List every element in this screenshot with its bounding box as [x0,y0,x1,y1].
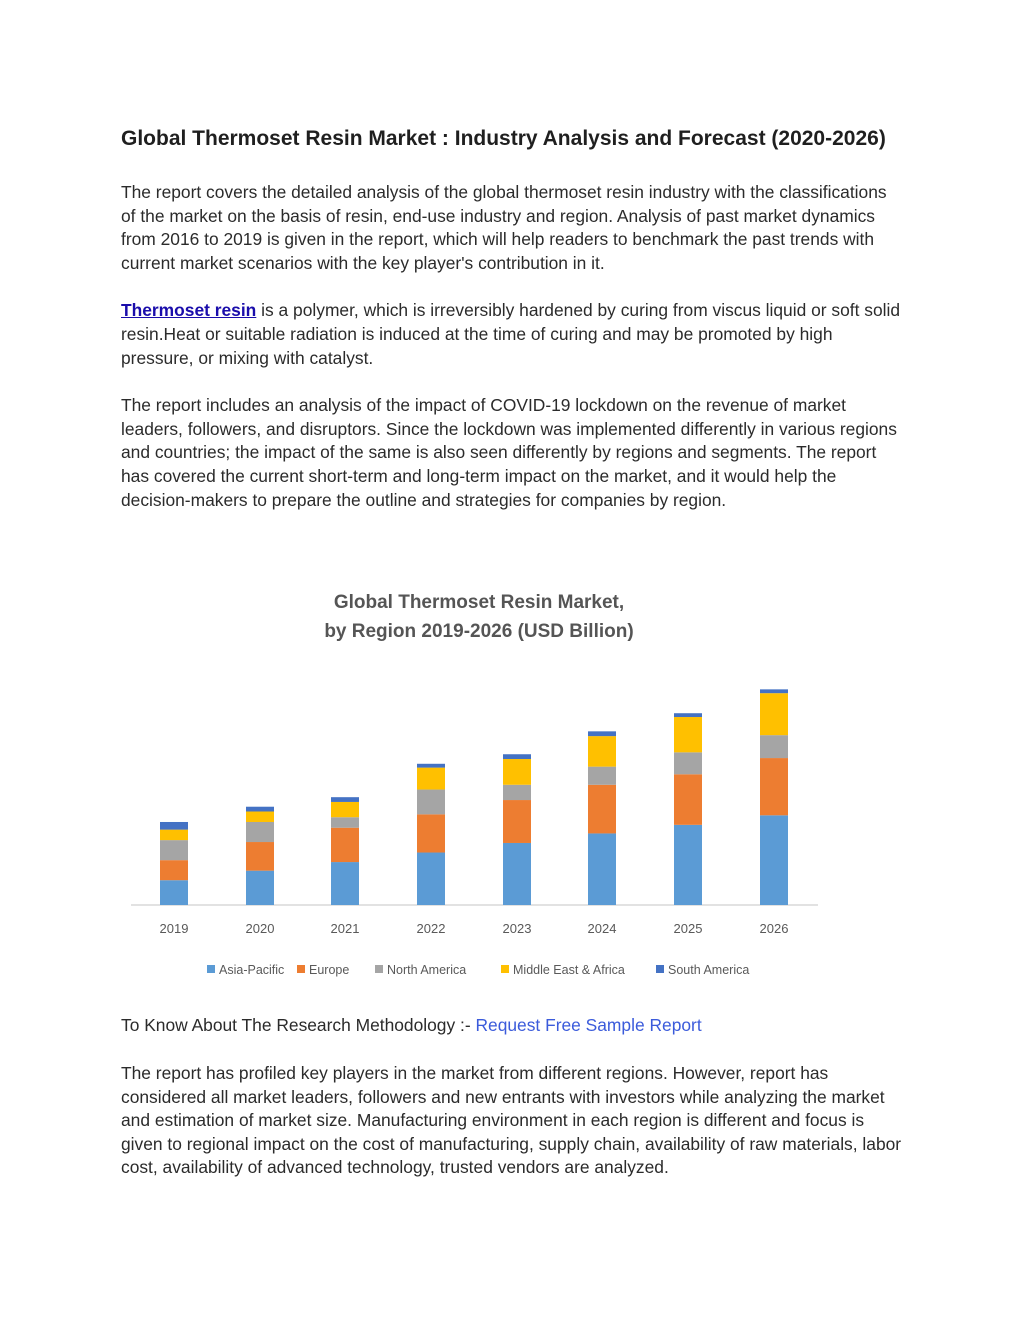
methodology-line [121,1014,905,1038]
legend-label: Europe [309,963,350,977]
bar-segment-2026-0 [760,815,788,905]
bar-segment-2020-1 [246,842,274,871]
bar-segment-2023-2 [503,785,531,800]
chart-title-line2: by Region 2019-2026 (USD Billion) [324,621,634,642]
bar-segment-2025-1 [674,774,702,825]
x-tick-labels [160,921,789,936]
bar-segment-2019-1 [160,860,188,880]
legend-label: South America [668,963,750,977]
legend-swatch [501,965,509,973]
legend-label: Asia-Pacific [219,963,285,977]
x-tick-label: 2026 [759,921,789,936]
bar-segment-2021-0 [331,862,359,905]
document-body [121,125,905,512]
bar-segment-2022-0 [417,853,445,905]
bar-segment-2026-2 [760,735,788,758]
methodology-prefix: To Know About The Research Methodology :- [121,1015,476,1035]
bar-segment-2021-4 [331,797,359,802]
bar-segment-2023-1 [503,800,531,843]
bar-segment-2025-4 [674,713,702,717]
legend-label: North America [387,963,467,977]
bar-segment-2020-3 [246,811,274,821]
bar-segment-2022-1 [417,814,445,852]
bars-group [160,689,788,905]
bar-segment-2022-4 [417,764,445,768]
chart-title-line1: Global Thermoset Resin Market, [333,592,625,613]
closing-paragraph-block [121,1062,905,1180]
page-title: Global Thermoset Resin Market : Industry Analysis and Forecast (2020-2026) [121,127,886,150]
legend-swatch [207,965,215,973]
legend-swatch [297,965,305,973]
bar-segment-2021-2 [331,817,359,827]
covid-paragraph: The report includes an analysis of the impact of COVID-19 lockdown on the revenue of market leaders, followers, and disruptors. Since the lockdown was implemented differently in various regions and countries; the impact of the same is also seen differently by regions and segments. The report has covered the current short-term and long-term impact on the market, and it would help the decision-makers to prepare the outline and strategies for companies by region. [121,395,897,510]
key-players-paragraph: The report has profiled key players in the market from different regions. However, report has considered all market leaders, followers and new entrants with investors while analyzing the market and estimation of market size. Manufacturing environment in each region is different and focus is given to regional impact on the cost of manufacturing, supply chain, availability of raw materials, labor cost, availability of advanced technology, trusted vendors are analyzed. [121,1063,902,1178]
bar-segment-2021-3 [331,802,359,817]
chart-legend [207,963,749,977]
bar-segment-2020-0 [246,871,274,905]
x-tick-label: 2024 [587,921,617,936]
x-tick-label: 2020 [245,921,275,936]
bar-segment-2019-0 [160,880,188,905]
bar-segment-2023-3 [503,759,531,785]
bar-segment-2020-4 [246,807,274,812]
x-tick-label: 2019 [159,921,189,936]
bar-segment-2024-1 [588,785,616,834]
bar-segment-2024-0 [588,833,616,905]
intro-paragraph: The report covers the detailed analysis of the global thermoset resin industry with the classifications of the market on the basis of resin, end-use industry and region. Analysis of past market dynamics from 2016 to 2019 is given in the report, which will help readers to benchmark the past trends with current market scenarios with the key player's contribution in it. [121,182,887,273]
bar-segment-2023-4 [503,754,531,759]
bar-segment-2024-2 [588,767,616,785]
x-tick-label: 2025 [673,921,703,936]
bar-segment-2022-2 [417,790,445,815]
x-tick-label: 2022 [416,921,446,936]
bar-segment-2026-1 [760,758,788,815]
bar-segment-2025-3 [674,717,702,752]
bar-segment-2024-3 [588,736,616,767]
bar-segment-2019-4 [160,822,188,830]
legend-swatch [375,965,383,973]
bar-segment-2021-1 [331,828,359,862]
bar-segment-2019-2 [160,840,188,860]
thermoset-resin-link[interactable]: Thermoset resin [121,300,257,321]
bar-segment-2026-3 [760,693,788,735]
x-tick-label: 2023 [502,921,532,936]
legend-swatch [656,965,664,973]
bar-segment-2023-0 [503,843,531,905]
bar-segment-2019-3 [160,830,188,840]
request-sample-link[interactable]: Request Free Sample Report [475,1015,702,1035]
bar-segment-2026-4 [760,689,788,693]
bar-segment-2022-3 [417,768,445,790]
definition-paragraph [121,299,905,370]
region-chart [121,580,831,990]
x-tick-label: 2021 [330,921,360,936]
legend-label: Middle East & Africa [513,963,625,977]
bar-segment-2025-2 [674,752,702,774]
bar-segment-2024-4 [588,731,616,736]
definition-text: is a polymer, which is irreversibly hardened by curing from viscus liquid or soft solid resin.Heat or suitable radiation is induced at the time of curing and may be promoted by high pressure, or mixing with catalyst. [121,300,901,368]
bar-segment-2020-2 [246,822,274,842]
bar-segment-2025-0 [674,825,702,905]
chart-svg [121,580,831,990]
